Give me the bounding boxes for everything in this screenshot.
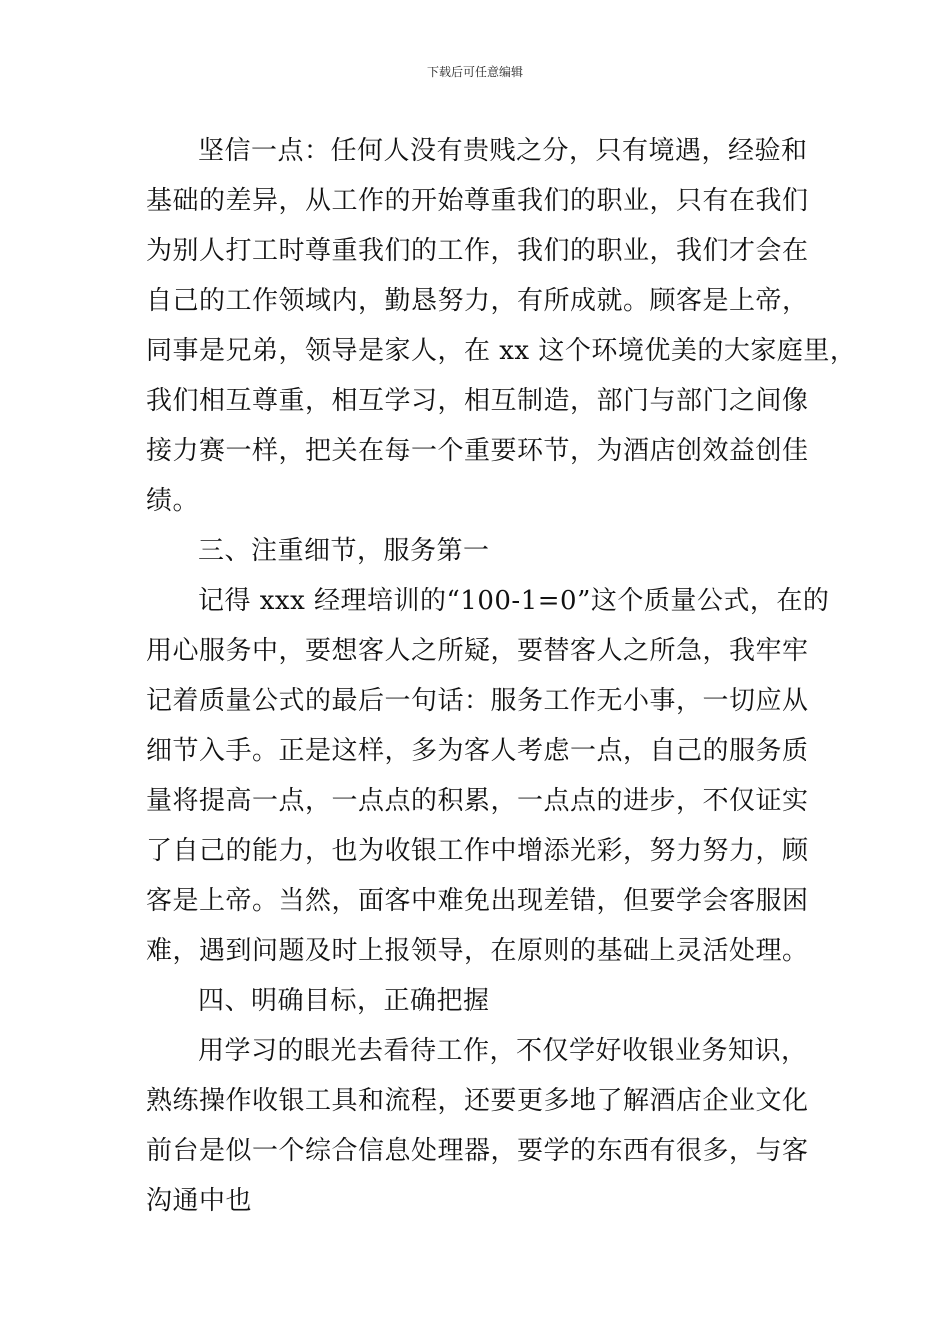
paragraph-line: 我们相互尊重，相互学习，相互制造，部门与部门之间像 (146, 386, 809, 416)
paragraph-line: 用心服务中，要想客人之所疑，要替客人之所急，我牢牢 (146, 636, 809, 666)
section-heading: 三、注重细节，服务第一 (198, 536, 490, 566)
paragraph-line: 难，遇到问题及时上报领导，在原则的基础上灵活处理。 (146, 936, 809, 966)
paragraph-line: 自己的工作领域内，勤恳努力，有所成就。顾客是上帝， (146, 286, 809, 316)
paragraph-line: 记得 xxx 经理培训的“100-1=0”这个质量公式，在的 (198, 586, 830, 616)
paragraph-line: 接力赛一样，把关在每一个重要环节，为酒店创效益创佳 (146, 436, 809, 466)
document-body (146, 126, 857, 1226)
paragraph-line: 客是上帝。当然，面客中难免出现差错，但要学会客服困 (146, 886, 809, 916)
paragraph-line: 细节入手。正是这样，多为客人考虑一点，自己的服务质 (146, 736, 809, 766)
paragraph-line: 量将提高一点，一点点的积累，一点点的进步，不仅证实 (146, 786, 809, 816)
paragraph-line: 绩。 (146, 486, 200, 516)
paragraph-line: 记着质量公式的最后一句话：服务工作无小事，一切应从 (146, 686, 809, 716)
paragraph-line: 前台是似一个综合信息处理器，要学的东西有很多，与客 (146, 1136, 809, 1166)
paragraph-line: 熟练操作收银工具和流程，还要更多地了解酒店企业文化 (146, 1086, 809, 1116)
paragraph-line: 基础的差异，从工作的开始尊重我们的职业，只有在我们 (146, 186, 809, 216)
paragraph-line: 坚信一点：任何人没有贵贱之分，只有境遇，经验和 (198, 136, 808, 166)
paragraph-line: 沟通中也 (146, 1186, 253, 1216)
section-heading: 四、明确目标，正确把握 (198, 986, 490, 1016)
paragraph-line: 了自己的能力，也为收银工作中增添光彩，努力努力，顾 (146, 836, 809, 866)
paragraph-line: 用学习的眼光去看待工作，不仅学好收银业务知识， (198, 1036, 808, 1066)
paragraph-line: 为别人打工时尊重我们的工作，我们的职业，我们才会在 (146, 236, 809, 266)
page-header: 下载后可任意编辑 (426, 65, 523, 79)
paragraph-line: 同事是兄弟，领导是家人，在 xx 这个环境优美的大家庭里， (146, 336, 857, 366)
